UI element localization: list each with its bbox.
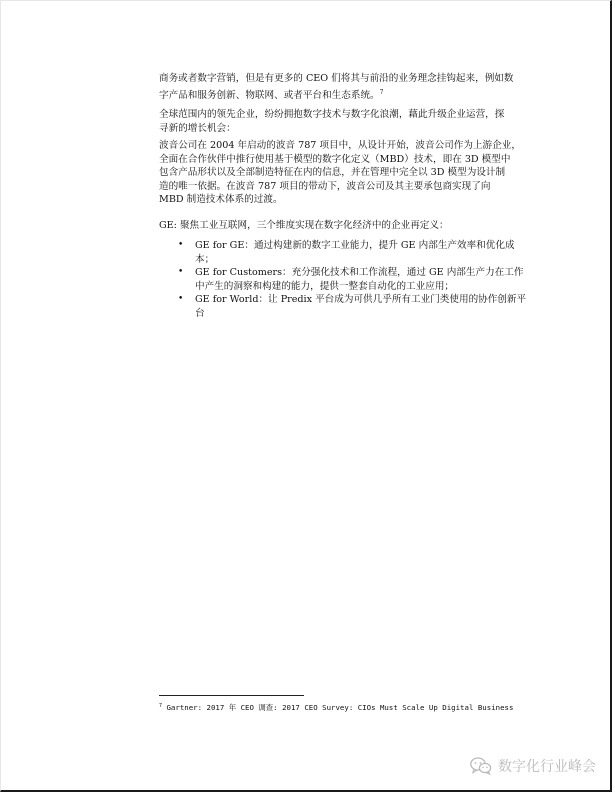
paragraph-1-line-2: [159, 86, 554, 103]
footnote-reference[interactable]: 7: [379, 88, 384, 96]
paragraph-1-line-2-text: 字产品和服务创新、物联网、或者平台和生态系统。: [159, 89, 380, 101]
watermark-text: 数字化行业峰会: [498, 759, 596, 775]
list-item-line: GE for World：让 Predix 平台成为可供几乎所有工业门类使用的协作创新平: [195, 294, 527, 306]
list-item: [159, 239, 554, 266]
wechat-icon: [470, 757, 492, 775]
watermark: [470, 756, 596, 776]
paragraph-2-line-1: 全球范围内的领先企业，纷纷拥抱数字技术与数字化浪潮，藉此升级企业运营，探: [159, 109, 505, 120]
paragraph-3-line-5: MBD 制造技术体系的过渡。: [159, 194, 283, 206]
bullet-list: [159, 239, 554, 321]
paragraph-2-line-2: 寻新的增长机会：: [159, 122, 236, 134]
list-item-line: GE for GE：通过构建新的数字工业能力，提升 GE 内部生产效率和优化成: [195, 240, 515, 251]
paragraph-4: [159, 219, 554, 233]
footnote-text: Gartner: 2017 年 CEO 调查: 2017 CEO Survey: CIOs Must Scale Up Digital Business: [162, 703, 514, 712]
paragraph-3-line-1: 波音公司在 2004 年启动的波音 787 项目中，从设计开始，波音公司作为上游企业，: [159, 140, 521, 151]
paragraph-4-line-1: GE: 聚焦工业互联网，三个维度实现在数字化经济中的企业再定义：: [159, 220, 449, 231]
list-item-line: GE for Customers：充分强化技术和工作流程，通过 GE 内部生产力在工作: [195, 267, 524, 279]
bullet-icon: •: [178, 240, 184, 250]
footnote-divider: [159, 695, 304, 696]
list-item-line: 本；: [195, 253, 215, 265]
list-item-line: 台: [195, 307, 205, 319]
paragraph-1: [159, 72, 554, 102]
bullet-icon: •: [178, 294, 184, 305]
paragraph-3: [159, 139, 554, 207]
list-item: [159, 293, 554, 320]
paragraph-2: [159, 108, 554, 135]
list-item: [159, 266, 554, 293]
paragraph-3-line-3: 包含产品形状以及全部制造特征在内的信息，并在管理中完全以 3D 模型为设计制: [159, 167, 506, 179]
list-item-line: 中产生的洞察和构建的能力，提供一整套自动化的工业应用；: [195, 280, 455, 292]
paragraph-3-line-2: 全面在合作伙伴中推行使用基于模型的数字化定义（MBD）技术，即在 3D 模型中: [159, 153, 511, 165]
bullet-icon: •: [178, 267, 184, 278]
paragraph-1-line-1: 商务或者数字营销，但是有更多的 CEO 们将其与前沿的业务理念挂钩起来，例如数: [159, 73, 514, 84]
paragraph-3-line-4: 造的唯一依据。在波音 787 项目的带动下，波音公司及其主要承包商实现了向: [159, 180, 491, 192]
footnote: [159, 701, 513, 713]
footnote-mark: 7: [159, 703, 163, 709]
